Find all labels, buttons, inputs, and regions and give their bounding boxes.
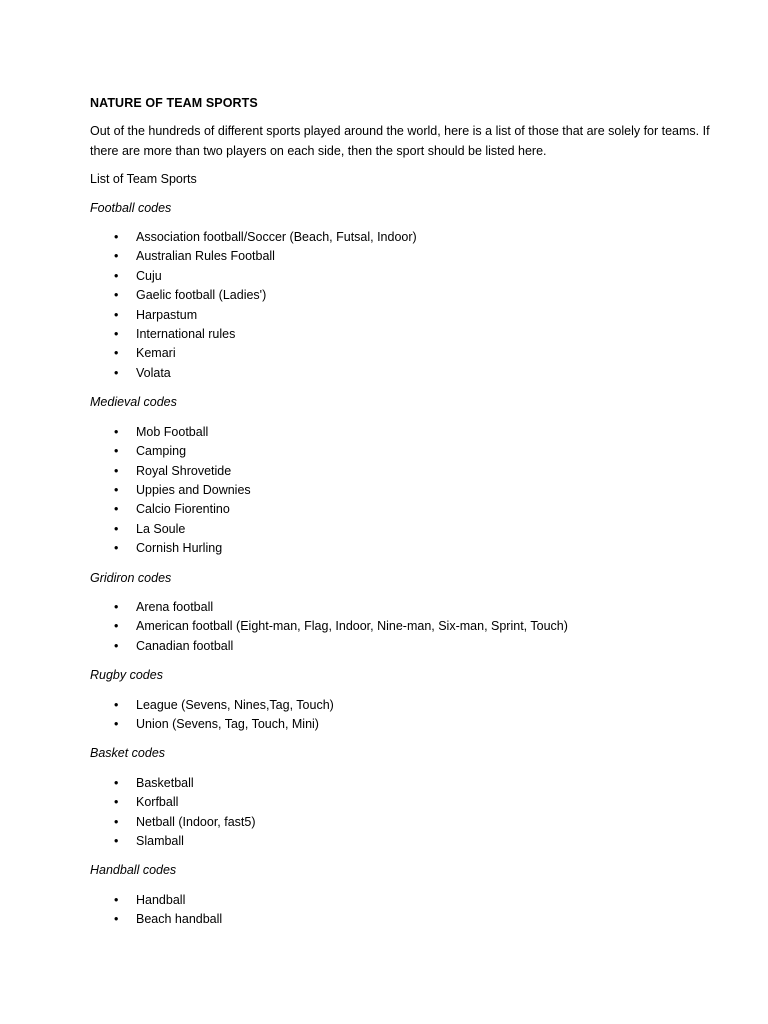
list-item-text: Beach handball xyxy=(136,912,223,927)
bullet-list xyxy=(90,228,710,383)
list-item-text: Slamball xyxy=(136,834,184,848)
bullet-list xyxy=(90,891,710,930)
bullet-icon: • xyxy=(114,482,119,497)
bullet-icon: • xyxy=(114,307,119,322)
list-item xyxy=(90,696,710,715)
list-item xyxy=(90,442,710,461)
list-item xyxy=(90,286,710,305)
bullet-icon: • xyxy=(114,814,119,829)
bullet-icon: • xyxy=(114,424,119,439)
bullet-icon: • xyxy=(114,288,119,303)
bullet-icon: • xyxy=(114,638,119,653)
list-item-text: Canadian football xyxy=(136,638,234,653)
sections-container xyxy=(90,199,710,930)
list-item xyxy=(90,891,710,910)
bullet-icon: • xyxy=(114,619,119,634)
list-item xyxy=(90,364,710,383)
bullet-icon: • xyxy=(114,892,119,907)
list-item xyxy=(90,228,710,247)
list-item xyxy=(90,598,710,617)
list-item-text: Korfball xyxy=(136,795,179,810)
list-item-text: Cornish Hurling xyxy=(136,541,223,556)
bullet-icon: • xyxy=(114,912,119,927)
bullet-icon: • xyxy=(114,541,119,556)
bullet-icon: • xyxy=(114,716,119,731)
list-item xyxy=(90,539,710,558)
bullet-icon: • xyxy=(114,502,119,517)
bullet-icon: • xyxy=(114,697,119,712)
bullet-icon: • xyxy=(114,795,119,810)
list-item xyxy=(90,500,710,519)
list-item-text: Cuju xyxy=(136,268,162,283)
list-item xyxy=(90,423,710,442)
list-item xyxy=(90,267,710,286)
list-item xyxy=(90,637,710,656)
list-item xyxy=(90,910,710,929)
bullet-icon: • xyxy=(114,230,119,245)
section-heading: Medieval codes xyxy=(90,395,177,410)
bullet-icon: • xyxy=(114,834,119,848)
bullet-icon: • xyxy=(114,444,119,459)
list-item-text: Handball xyxy=(136,892,186,907)
section-heading: Gridiron codes xyxy=(90,570,172,585)
section-heading: Handball codes xyxy=(90,863,177,878)
list-item-text: Uppies and Downies xyxy=(136,482,251,497)
bullet-icon: • xyxy=(114,365,119,380)
list-heading: List of Team Sports xyxy=(90,172,197,187)
list-item-text: Kemari xyxy=(136,346,176,361)
bullet-icon: • xyxy=(114,327,119,342)
list-item xyxy=(90,793,710,812)
list-item xyxy=(90,247,710,266)
list-item-text: Mob Football xyxy=(136,424,209,439)
list-item xyxy=(90,774,710,793)
document-page xyxy=(90,94,710,940)
document-title: NATURE OF TEAM SPORTS xyxy=(90,96,258,110)
intro-paragraph: Out of the hundreds of different sports played around the world, here is a list of those that are solely for teams. If there are more than two players on each side, then the sport should be listed here. xyxy=(90,124,710,158)
bullet-icon: • xyxy=(114,346,119,361)
list-item-text: American football (Eight-man, Flag, Indoor, Nine-man, Six-man, Sprint, Touch) xyxy=(136,619,568,634)
list-item xyxy=(90,832,710,851)
list-item xyxy=(90,520,710,539)
list-item xyxy=(90,462,710,481)
bullet-list xyxy=(90,598,710,656)
bullet-icon: • xyxy=(114,463,119,478)
list-item xyxy=(90,306,710,325)
section-heading: Football codes xyxy=(90,200,172,215)
bullet-icon: • xyxy=(114,268,119,283)
list-item xyxy=(90,344,710,363)
list-item-text: Netball (Indoor, fast5) xyxy=(136,814,256,829)
list-item-text: Camping xyxy=(136,444,187,459)
list-item-text: Calcio Fiorentino xyxy=(136,502,230,517)
list-item-text: Basketball xyxy=(136,775,194,790)
list-item xyxy=(90,813,710,832)
list-item xyxy=(90,617,710,636)
list-item-text: Union (Sevens, Tag, Touch, Mini) xyxy=(136,716,319,731)
bullet-icon: • xyxy=(114,521,119,536)
list-item xyxy=(90,325,710,344)
bullet-icon: • xyxy=(114,249,119,264)
list-item-text: International rules xyxy=(136,327,236,342)
list-item-text: Association football/Soccer (Beach, Futsal, Indoor) xyxy=(136,230,417,245)
list-item xyxy=(90,481,710,500)
list-item-text: Gaelic football (Ladies') xyxy=(136,288,267,303)
list-item-text: Volata xyxy=(136,365,171,380)
bullet-icon: • xyxy=(114,775,119,790)
bullet-icon: • xyxy=(114,599,119,614)
list-item-text: Arena football xyxy=(136,599,214,614)
list-item-text: Royal Shrovetide xyxy=(136,463,232,478)
list-item xyxy=(90,715,710,734)
bullet-list xyxy=(90,696,710,735)
bullet-list xyxy=(90,423,710,559)
section-heading: Basket codes xyxy=(90,746,166,761)
list-item-text: League (Sevens, Nines,Tag, Touch) xyxy=(136,697,334,712)
section-heading: Rugby codes xyxy=(90,668,163,683)
list-item-text: Australian Rules Football xyxy=(136,249,275,264)
list-item-text: Harpastum xyxy=(136,307,198,322)
list-item-text: La Soule xyxy=(136,521,186,536)
bullet-list xyxy=(90,774,710,852)
